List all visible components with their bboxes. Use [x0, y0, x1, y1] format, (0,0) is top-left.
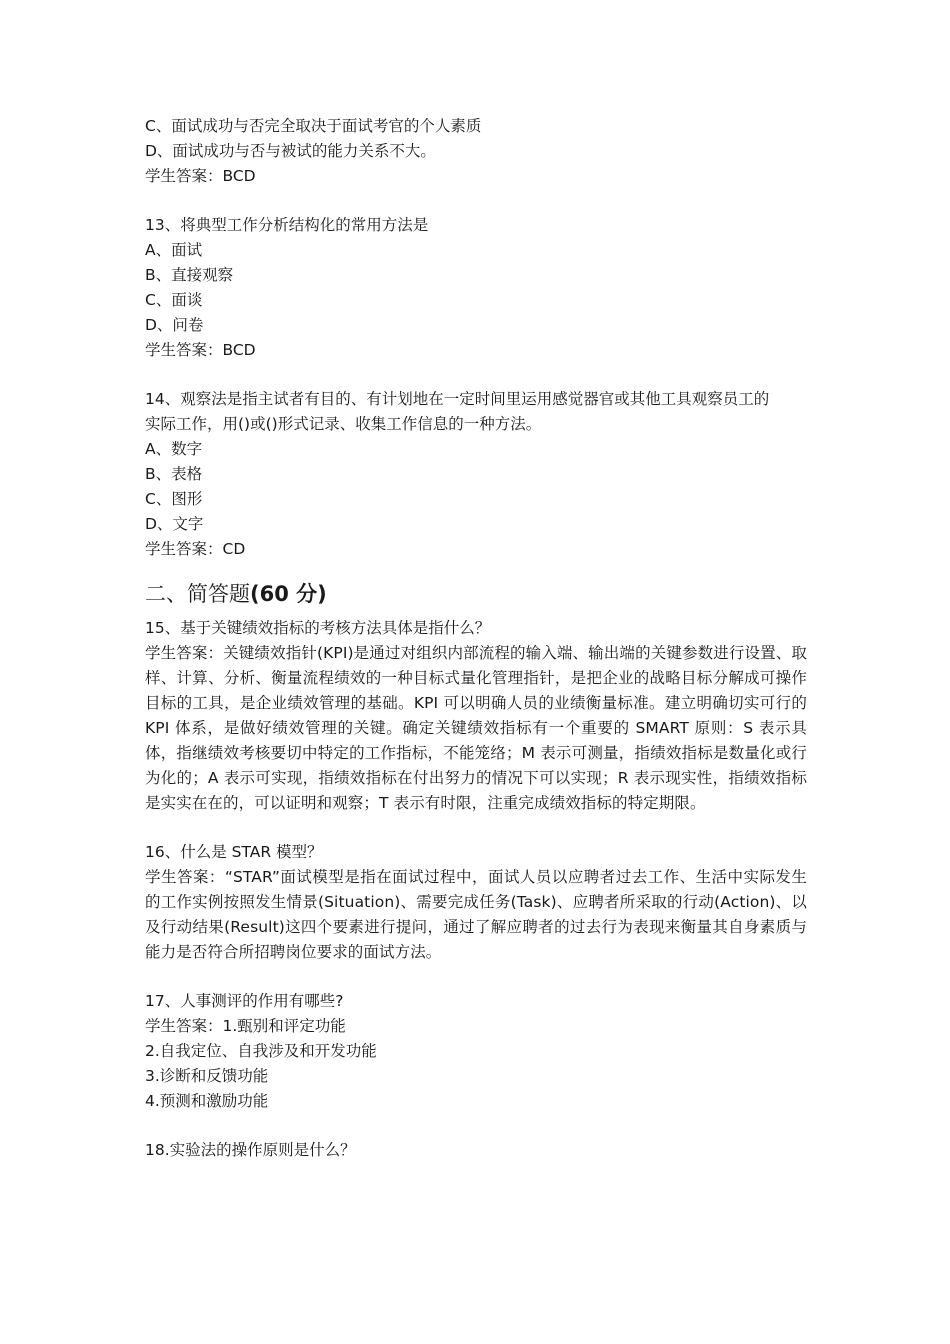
spacer: [145, 816, 807, 840]
spacer: [145, 189, 807, 213]
q14-question-line-1: 14、观察法是指主试者有目的、有计划地在一定时间里运用感觉器官或其他工具观察员工的: [145, 390, 770, 408]
q12-option-c: C、面试成功与否完全取决于面试考官的个人素质: [145, 117, 482, 135]
q14-option-d: D、文字: [145, 515, 204, 533]
q13-option-d: D、问卷: [145, 316, 204, 334]
q13-option-b: B、直接观察: [145, 266, 234, 284]
q16-answer: 学生答案：“STAR”面试模型是指在面试过程中，面试人员以应聘者过去工作、生活中实际发生的工作实例按照发生情景(Situation)、需要完成任务(Task)、应聘者所采取的行动(Action)、以及行动结果(Result)这四个要素进行提问，通过了解应聘者的过去行为表现来衡量其自身素质与能力是否符合所招聘岗位要求的面试方法。: [145, 868, 807, 961]
q17-question: 17、人事测评的作用有哪些?: [145, 992, 344, 1010]
q14-option-c: C、图形: [145, 490, 203, 508]
document-page: [145, 114, 807, 1163]
q17-answer-line-2: 2.自我定位、自我涉及和开发功能: [145, 1042, 377, 1060]
q13-option-c: C、面谈: [145, 291, 203, 309]
q14-answer: 学生答案：CD: [145, 540, 246, 558]
spacer: [145, 1114, 807, 1138]
spacer: [145, 965, 807, 989]
q12-answer: 学生答案：BCD: [145, 167, 256, 185]
q18-question: 18.实验法的操作原则是什么？: [145, 1141, 356, 1159]
section-title: 二、简答题: [145, 582, 250, 606]
q14-option-a: A、数字: [145, 440, 203, 458]
spacer: [145, 363, 807, 387]
q16-question: 16、什么是 STAR 模型？: [145, 843, 323, 861]
q14-option-b: B、表格: [145, 465, 203, 483]
q14-question-line-2: 实际工作，用()或()形式记录、收集工作信息的一种方法。: [145, 415, 542, 433]
q17-answer-line-3: 3.诊断和反馈功能: [145, 1067, 269, 1085]
q13-answer: 学生答案：BCD: [145, 341, 256, 359]
section-heading: [145, 580, 807, 608]
q17-answer-line-1: 学生答案：1.甄别和评定功能: [145, 1017, 346, 1035]
q12-option-d: D、面试成功与否与被试的能力关系不大。: [145, 142, 436, 160]
q15-question: 15、基于关键绩效指标的考核方法具体是指什么？: [145, 619, 491, 637]
q13-question: 13、将典型工作分析结构化的常用方法是: [145, 216, 429, 234]
q15-answer: 学生答案：关键绩效指针(KPI)是通过对组织内部流程的输入端、输出端的关键参数进行设置、取样、计算、分析、衡量流程绩效的一种目标式量化管理指针，是把企业的战略目标分解成可操作目标的工具，是企业绩效管理的基础。KPI 可以明确人员的业绩衡量标准。建立明确切实可行的 KPI 体系，是做好绩效管理的关键。确定关键绩效指标有一个重要的 SMART 原则：S 表示具体，指继绩效考核要切中特定的工作指标，不能笼络；M 表示可测量，指绩效指标是数量化或行为化的；A 表示可实现，指绩效指标在付出努力的情况下可以实现；R 表示现实性，指绩效指标是实实在在的，可以证明和观察；T 表示有时限，注重完成绩效指标的特定期限。: [145, 644, 807, 812]
q17-answer-line-4: 4.预测和激励功能: [145, 1092, 269, 1110]
q13-option-a: A、面试: [145, 241, 203, 259]
section-score: (60 分): [250, 582, 327, 606]
